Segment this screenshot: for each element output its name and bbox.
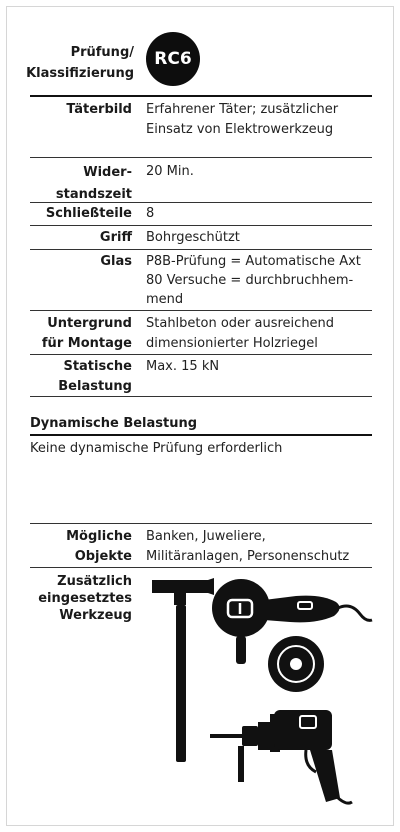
divider (30, 310, 372, 311)
divider (30, 523, 372, 524)
tools-illustration (146, 576, 376, 812)
divider (30, 434, 372, 436)
dynamic-text: Keine dynamische Prüfung erforderlich (30, 441, 283, 456)
rc-badge: RC6 (146, 32, 200, 86)
divider (30, 396, 372, 397)
divider (30, 567, 372, 568)
divider (30, 354, 372, 355)
classification-label: Prüfung/ Klassifizierung (26, 45, 134, 81)
divider (30, 249, 372, 250)
divider (30, 225, 372, 226)
section-title-dynamic: Dynamische Belastung (30, 416, 198, 431)
sledgehammer-icon (152, 578, 214, 762)
divider (30, 202, 372, 203)
power-drill-icon (210, 710, 352, 803)
divider (30, 157, 372, 158)
divider (30, 95, 372, 97)
grinding-disc-icon (268, 636, 324, 692)
